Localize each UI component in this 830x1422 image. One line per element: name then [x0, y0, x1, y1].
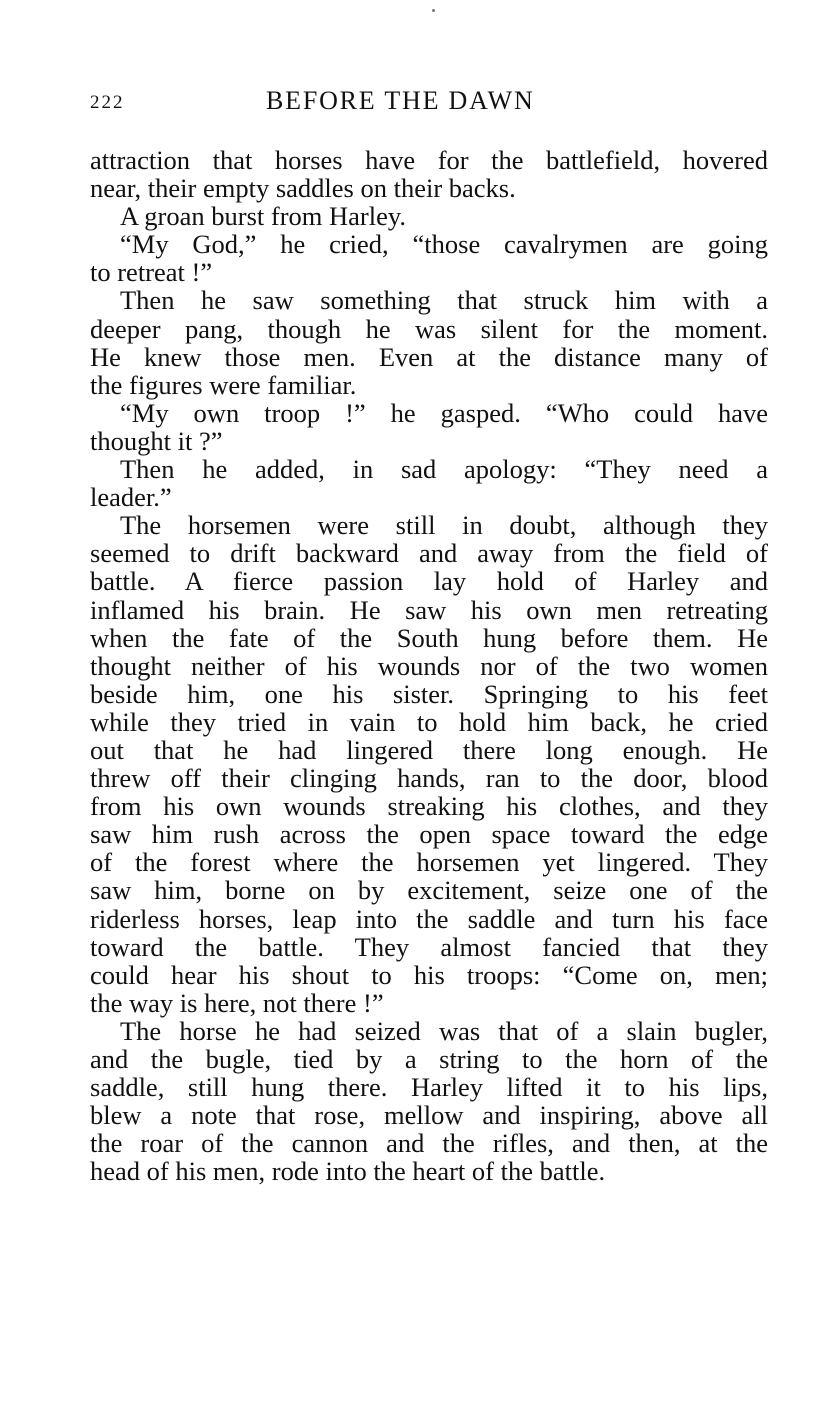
text-line: thought it ?” [90, 425, 223, 456]
text-line: toward the battle. They almost fancied that they [90, 931, 768, 962]
text-line: the roar of the cannon and the rifles, and then, at the [90, 1128, 768, 1159]
page-header [90, 86, 770, 120]
text-line: riderless horses, leap into the saddle and turn his face [90, 903, 768, 934]
text-line: “My God,” he cried, “those cavalrymen are going [120, 229, 768, 260]
text-line: saw him, borne on by excitement, seize one of the [90, 875, 768, 906]
text-line: blew a note that rose, mellow and inspiring, above all [90, 1100, 768, 1131]
text-line: the way is here, not there !” [90, 987, 384, 1018]
text-line: A groan burst from Harley. [120, 201, 407, 232]
text-line: beside him, one his sister. Springing to his feet [90, 678, 768, 709]
text-line: seemed to drift backward and away from the field of [90, 538, 768, 569]
text-line: attraction that horses have for the battlefield, hovered [90, 145, 768, 175]
text-line: thought neither of his wounds nor of the two women [90, 650, 768, 681]
text-line: saw him rush across the open space toward the edge [90, 819, 768, 850]
running-head: BEFORE THE DAWN [266, 86, 535, 115]
text-line: head of his men, rode into the heart of the battle. [90, 1156, 606, 1187]
text-line: out that he had lingered there long enough. He [90, 734, 768, 765]
text-line: The horse he had seized was that of a slain bugler, [120, 1015, 768, 1046]
text-line: of the forest where the horsemen yet lingered. They [90, 847, 768, 878]
text-line: saddle, still hung there. Harley lifted it to his lips, [90, 1072, 768, 1103]
text-line: Then he saw something that struck him with a [120, 285, 768, 316]
text-line: inflamed his brain. He saw his own men retreating [90, 594, 768, 625]
text-line: The horsemen were still in doubt, although they [120, 510, 768, 541]
print-speck [432, 9, 435, 12]
text-line: from his own wounds streaking his clothes, and they [90, 791, 768, 822]
text-line: Then he added, in sad apology: “They need a [120, 454, 768, 485]
text-line: could hear his shout to his troops: “Come on, men; [90, 959, 768, 990]
text-line: when the fate of the South hung before them. He [90, 622, 768, 653]
text-line: near, their empty saddles on their backs. [90, 173, 516, 204]
text-line: threw off their clinging hands, ran to the door, blood [90, 763, 768, 794]
text-line: while they tried in vain to hold him back, he cried [90, 706, 768, 737]
text-line: and the bugle, tied by a string to the horn of the [90, 1044, 768, 1074]
text-line: battle. A fierce passion lay hold of Harley and [90, 566, 768, 597]
text-line: the figures were familiar. [90, 369, 357, 400]
text-line: to retreat !” [90, 257, 213, 288]
text-line: deeper pang, though he was silent for the moment. [90, 313, 768, 344]
page-number: 222 [90, 92, 125, 113]
body-text [90, 146, 768, 1185]
text-line: leader.” [90, 482, 172, 513]
text-line: He knew those men. Even at the distance many of [90, 341, 768, 372]
text-line: “My own troop !” he gasped. “Who could have [120, 397, 768, 428]
